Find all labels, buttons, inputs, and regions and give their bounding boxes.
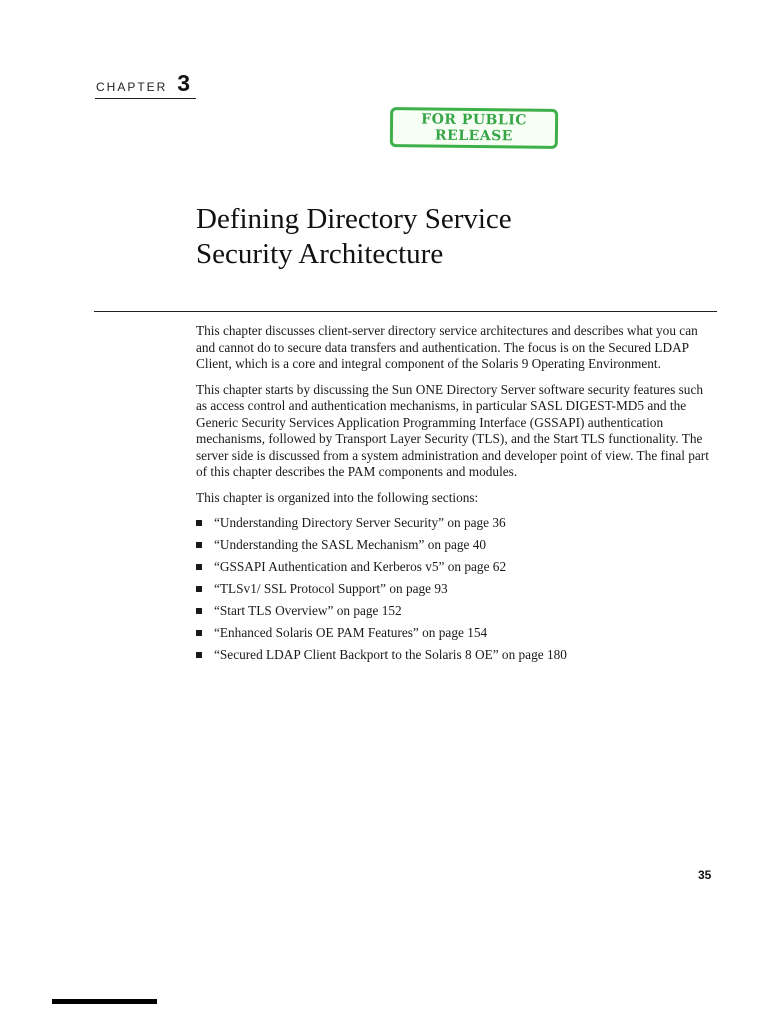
organization-paragraph: This chapter is organized into the following sections: [196,489,479,505]
section-reference: “Start TLS Overview” on page 152 [214,603,402,618]
overview-paragraph: This chapter starts by discussing the Sun ONE Directory Server software security features such as access control and authentication mechanisms, in particular SASL DIGEST-MD5 and the Generic Security Services Application Programming Interface (GSSAPI) authentication mechanisms, followed by Transport Layer Security (TLS), and the Start TLS functionality. The server side is discussed from a system administration and developer point of view. The final part of this chapter describes the PAM components and modules. [196,381,709,479]
chapter-number: 3 [177,70,190,96]
section-list-item [196,603,716,625]
section-reference: “Enhanced Solaris OE PAM Features” on page 154 [214,625,488,640]
title-divider [94,311,717,312]
square-bullet-icon [196,586,202,592]
page-number: 35 [698,868,712,882]
chapter-body [196,323,716,669]
chapter-title [196,202,512,272]
square-bullet-icon [196,542,202,548]
section-list-item [196,515,716,537]
footer-bar [52,999,157,1004]
section-reference: “GSSAPI Authentication and Kerberos v5” on page 62 [214,559,507,574]
section-list [196,515,716,669]
chapter-title-line-2: Security Architecture [196,238,444,270]
section-list-item [196,647,716,669]
chapter-heading [95,70,196,99]
section-list-item [196,625,716,647]
section-list-item [196,559,716,581]
chapter-label: CHAPTER [96,80,168,94]
intro-paragraph: This chapter discusses client-server directory service architectures and describes what you can and cannot do to secure data transfers and authentication. The focus is on the Secured LDAP Client, which is a core and integral component of the Solaris 9 Operating Environment. [196,323,698,371]
section-list-item [196,581,716,603]
section-reference: “Understanding the SASL Mechanism” on page 40 [214,537,487,552]
chapter-title-line-1: Defining Directory Service [196,203,512,235]
public-release-stamp [390,107,558,149]
square-bullet-icon [196,608,202,614]
square-bullet-icon [196,630,202,636]
square-bullet-icon [196,652,202,658]
section-reference: “TLSv1/ SSL Protocol Support” on page 93 [214,581,448,596]
stamp-line-1: FOR PUBLIC [421,111,528,129]
section-reference: “Secured LDAP Client Backport to the Solaris 8 OE” on page 180 [214,647,567,662]
square-bullet-icon [196,564,202,570]
stamp-line-2: RELEASE [434,127,513,145]
section-reference: “Understanding Directory Server Security” on page 36 [214,515,506,530]
section-list-item [196,537,716,559]
square-bullet-icon [196,520,202,526]
